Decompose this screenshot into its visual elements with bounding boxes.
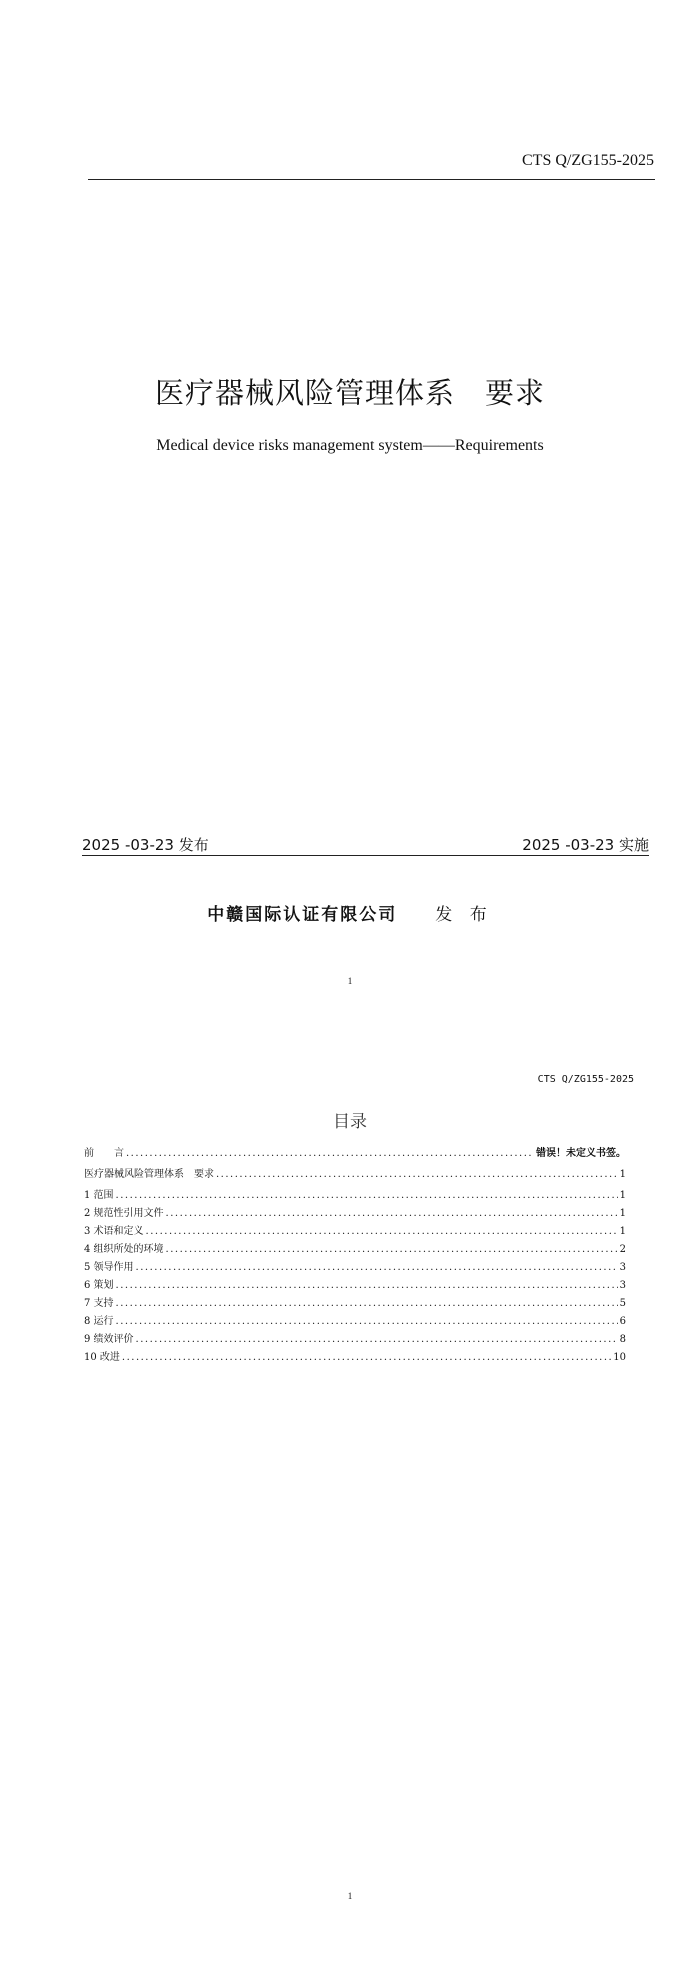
toc-entry-label: 9 绩效评价 bbox=[84, 1334, 134, 1345]
toc-leader bbox=[116, 1280, 618, 1291]
toc-entry-label: 6 策划 bbox=[84, 1280, 114, 1291]
toc-leader bbox=[122, 1352, 611, 1363]
date-rule bbox=[82, 855, 649, 856]
table-of-contents bbox=[84, 1144, 626, 1366]
toc-entry-page: 1 bbox=[619, 1169, 626, 1180]
toc-leader bbox=[126, 1148, 534, 1159]
standard-code: CTS Q/ZG155-2025 bbox=[522, 152, 654, 169]
cover-page-number: 1 bbox=[347, 976, 353, 986]
toc-leader bbox=[116, 1316, 618, 1327]
date-row bbox=[82, 834, 649, 855]
toc-entry-page: 5 bbox=[619, 1298, 626, 1309]
toc-title: 目录 bbox=[333, 1112, 367, 1132]
toc-entry-label: 4 组织所处的环境 bbox=[84, 1244, 164, 1255]
toc-entry-page: 1 bbox=[619, 1190, 626, 1201]
toc-entry-label: 10 改进 bbox=[84, 1352, 120, 1363]
toc-entry[interactable] bbox=[84, 1276, 626, 1294]
toc-entry[interactable] bbox=[84, 1330, 626, 1348]
toc-leader bbox=[116, 1298, 618, 1309]
toc-entry-label: 3 术语和定义 bbox=[84, 1226, 144, 1237]
toc-entry-page: 2 bbox=[619, 1244, 626, 1255]
header-rule bbox=[88, 179, 655, 180]
toc-entry[interactable] bbox=[84, 1294, 626, 1312]
toc-entry-page: 10 bbox=[613, 1352, 626, 1363]
toc-entry[interactable] bbox=[84, 1312, 626, 1330]
toc-entry[interactable] bbox=[84, 1144, 626, 1162]
toc-entry-label: 前 言 bbox=[84, 1148, 124, 1159]
issue-label: 发 布 bbox=[435, 905, 493, 925]
toc-leader bbox=[116, 1190, 618, 1201]
toc-entry-label: 7 支持 bbox=[84, 1298, 114, 1309]
toc-leader bbox=[146, 1226, 618, 1237]
toc-entry-label: 医疗器械风险管理体系 要求 bbox=[84, 1169, 214, 1180]
toc-entry-label: 2 规范性引用文件 bbox=[84, 1208, 164, 1219]
toc-entry-page: 8 bbox=[619, 1334, 626, 1345]
toc-leader bbox=[166, 1208, 618, 1219]
toc-leader bbox=[136, 1262, 618, 1273]
publish-date: 2025 -03-23 发布 bbox=[82, 836, 209, 854]
issuer-row bbox=[0, 900, 700, 925]
toc-entry-page: 1 bbox=[619, 1226, 626, 1237]
toc-entry-page: 错误！未定义书签。 bbox=[536, 1148, 626, 1159]
toc-entry[interactable] bbox=[84, 1222, 626, 1240]
toc-entry-page: 1 bbox=[619, 1208, 626, 1219]
document-title-english: Medical device risks management system——Requirements bbox=[156, 437, 544, 454]
toc-entry[interactable] bbox=[84, 1348, 626, 1366]
toc-entry-page: 3 bbox=[619, 1262, 626, 1273]
toc-entry-page: 6 bbox=[619, 1316, 626, 1327]
toc-entry[interactable] bbox=[84, 1204, 626, 1222]
toc-standard-code: CTS Q/ZG155-2025 bbox=[537, 1074, 634, 1085]
toc-entry-label: 8 运行 bbox=[84, 1316, 114, 1327]
toc-leader bbox=[166, 1244, 618, 1255]
effective-date: 2025 -03-23 实施 bbox=[522, 836, 649, 854]
document-title-chinese: 医疗器械风险管理体系 要求 bbox=[154, 376, 545, 410]
toc-entry-label: 1 范围 bbox=[84, 1190, 114, 1201]
toc-entry-label: 5 领导作用 bbox=[84, 1262, 134, 1273]
toc-leader bbox=[136, 1334, 618, 1345]
toc-entry[interactable] bbox=[84, 1240, 626, 1258]
toc-entry[interactable] bbox=[84, 1186, 626, 1204]
toc-entry[interactable] bbox=[84, 1258, 626, 1276]
toc-page-number: 1 bbox=[347, 1891, 353, 1901]
toc-entry-page: 3 bbox=[619, 1280, 626, 1291]
toc-leader bbox=[216, 1169, 618, 1180]
issuer-name: 中赣国际认证有限公司 bbox=[207, 905, 398, 925]
toc-entry[interactable] bbox=[84, 1165, 626, 1183]
